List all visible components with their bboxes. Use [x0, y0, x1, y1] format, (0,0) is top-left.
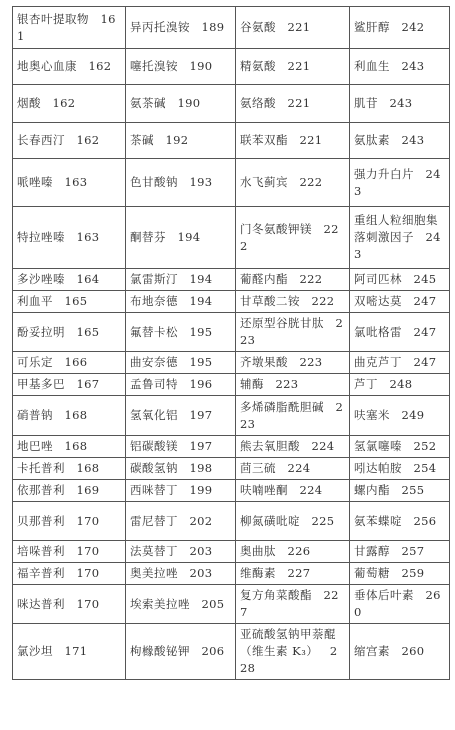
drug-name: 咪达普利 [17, 596, 65, 611]
drug-name: 氢氧化铝 [130, 408, 178, 422]
index-entry [236, 502, 350, 541]
page-number: 190 [177, 96, 201, 110]
index-entry [350, 585, 450, 624]
drug-name: 酮替芬 [130, 230, 166, 244]
table-row [13, 49, 450, 85]
index-entry [350, 396, 450, 436]
drug-name: 地奥心血康 [17, 59, 77, 73]
page-number: 193 [189, 175, 213, 189]
drug-name: 门冬氨酸钾镁 [240, 221, 312, 236]
index-entry [350, 563, 450, 585]
drug-name: 氨络酸 [240, 96, 276, 110]
page-number: 224 [299, 483, 323, 497]
page-number: 162 [52, 96, 76, 110]
drug-name: 多烯磷脂酰胆碱 [240, 399, 324, 414]
index-entry [13, 624, 126, 680]
index-entry [126, 7, 236, 49]
drug-name: 呋塞米 [354, 408, 390, 422]
index-entry [236, 585, 350, 624]
page-number: 206 [201, 644, 225, 658]
drug-name: 哌唑嗪 [17, 175, 53, 189]
page-number: 248 [389, 377, 413, 391]
page-number: 190 [189, 59, 213, 73]
index-entry [126, 624, 236, 680]
drug-name: 肌苷 [354, 96, 378, 110]
drug-name: 葡萄糖 [354, 566, 390, 580]
page-number: 222 [311, 294, 335, 308]
index-entry [236, 352, 350, 374]
drug-name: 氨肽素 [354, 133, 390, 147]
drug-name: 奥曲肽 [240, 544, 276, 558]
drug-name: 齐墩果酸 [240, 355, 288, 369]
drug-name: 还原型谷胱甘肽 [240, 316, 324, 330]
page-number: 203 [189, 544, 213, 558]
drug-name: 酚妥拉明 [17, 324, 65, 339]
page-number: 162 [88, 59, 112, 73]
drug-name: 埃索美拉唑 [130, 596, 190, 611]
index-entry [126, 480, 236, 502]
page-number: 223 [299, 355, 323, 369]
index-entry [13, 458, 126, 480]
index-entry [236, 541, 350, 563]
drug-name: 强力升白片 [354, 166, 414, 181]
index-entry [236, 49, 350, 85]
page-number: 221 [287, 20, 311, 34]
page-number: 243 [354, 230, 441, 261]
page-number: 260 [401, 644, 425, 658]
page-number: 168 [76, 461, 100, 475]
drug-name: 甲基多巴 [17, 377, 65, 391]
index-entry [13, 396, 126, 436]
drug-name: 甘露醇 [354, 544, 390, 558]
drug-name: 柳氮磺吡啶 [240, 513, 300, 528]
page-number: 227 [287, 566, 311, 580]
drug-name: 噻托溴铵 [130, 59, 178, 73]
drug-name: 特拉唑嗪 [17, 230, 65, 244]
page-number: 254 [413, 461, 437, 475]
page-number: 226 [287, 544, 311, 558]
table-row [13, 436, 450, 458]
page-number: 242 [401, 20, 425, 34]
index-entry [126, 396, 236, 436]
table-row [13, 541, 450, 563]
page-number: 165 [76, 324, 100, 339]
drug-name: 烟酸 [17, 96, 41, 110]
page-number: 170 [76, 544, 100, 558]
page-number: 197 [189, 439, 213, 453]
index-entry [236, 313, 350, 352]
index-entry [126, 49, 236, 85]
page-number: 252 [413, 439, 437, 453]
index-entry [236, 396, 350, 436]
drug-name: 吲达帕胺 [354, 461, 402, 475]
index-entry [13, 352, 126, 374]
index-entry [13, 85, 126, 123]
table-row [13, 7, 450, 49]
index-entry [126, 291, 236, 313]
table-row [13, 458, 450, 480]
index-entry [350, 207, 450, 269]
index-entry [13, 291, 126, 313]
page-number: 221 [287, 59, 311, 73]
index-entry [126, 123, 236, 159]
index-entry [350, 480, 450, 502]
index-entry [126, 352, 236, 374]
drug-name: 联苯双酯 [240, 133, 288, 147]
page-number: 168 [64, 439, 88, 453]
index-entry [236, 159, 350, 207]
page-number: 163 [76, 230, 100, 244]
table-row [13, 313, 450, 352]
page-number: 170 [76, 596, 100, 611]
table-row [13, 624, 450, 680]
index-entry [13, 207, 126, 269]
page-number: 227 [240, 588, 339, 619]
index-entry [13, 374, 126, 396]
drug-name: 葡醛内酯 [240, 272, 288, 286]
page-number: 163 [64, 175, 88, 189]
index-entry [236, 7, 350, 49]
index-entry [126, 207, 236, 269]
drug-name: 硝普钠 [17, 408, 53, 422]
page-number: 198 [189, 461, 213, 475]
drug-name: 氢氯噻嗪 [354, 439, 402, 453]
drug-name: 阿司匹林 [354, 272, 402, 286]
page-number: 260 [354, 588, 441, 619]
drug-name: 铝碳酸镁 [130, 439, 178, 453]
index-entry [13, 7, 126, 49]
index-entry [13, 49, 126, 85]
page-number: 168 [64, 408, 88, 422]
page-number: 222 [299, 272, 323, 286]
table-row [13, 563, 450, 585]
page-number: 205 [201, 596, 225, 611]
page-number: 255 [401, 483, 425, 497]
table-row [13, 585, 450, 624]
drug-name: 西咪替丁 [130, 483, 178, 497]
drug-name: 色甘酸钠 [130, 175, 178, 189]
drug-name: 可乐定 [17, 355, 53, 369]
drug-name: 曲克芦丁 [354, 355, 402, 369]
page-number: 169 [76, 483, 100, 497]
page-number: 195 [189, 355, 213, 369]
index-entry [350, 291, 450, 313]
page-number: 243 [401, 133, 425, 147]
table-row [13, 123, 450, 159]
page-number: 223 [240, 316, 344, 347]
index-entry [350, 502, 450, 541]
drug-name: 呋喃唑酮 [240, 483, 288, 497]
drug-name: 缩宫素 [354, 644, 390, 658]
page-number: 222 [240, 221, 339, 253]
drug-name: 利血平 [17, 294, 53, 308]
drug-name: 布地奈德 [130, 294, 178, 308]
drug-name: 氯雷斯汀 [130, 272, 178, 286]
table-row [13, 85, 450, 123]
table-row [13, 352, 450, 374]
drug-name: 卡托普利 [17, 461, 65, 475]
index-entry [350, 49, 450, 85]
drug-name: 雷尼替丁 [130, 513, 178, 528]
drug-name: 贝那普利 [17, 513, 65, 528]
page-number: 162 [76, 133, 100, 147]
page-number: 225 [311, 513, 335, 528]
page-number: 247 [413, 355, 437, 369]
index-entry [126, 563, 236, 585]
drug-name: 利血生 [354, 59, 390, 73]
drug-name: 螺内酯 [354, 483, 390, 497]
index-entry [13, 563, 126, 585]
drug-name: 碳酸氢钠 [130, 461, 178, 475]
index-entry [13, 541, 126, 563]
drug-name: 氨茶碱 [130, 96, 166, 110]
drug-name: 氟替卡松 [130, 324, 178, 339]
index-entry [126, 502, 236, 541]
index-entry [350, 269, 450, 291]
drug-name: 异丙托溴铵 [130, 20, 190, 34]
page-number: 245 [413, 272, 437, 286]
page-number: 170 [76, 513, 100, 528]
page-number: 228 [240, 644, 338, 675]
page-number: 189 [201, 20, 225, 34]
page-number: 167 [76, 377, 100, 391]
page-number: 221 [299, 133, 323, 147]
index-entry [350, 541, 450, 563]
page-number: 192 [165, 133, 189, 147]
drug-index-body [13, 7, 450, 680]
drug-name: 氯吡格雷 [354, 324, 402, 339]
index-entry [350, 436, 450, 458]
index-entry [126, 374, 236, 396]
index-entry [350, 352, 450, 374]
index-entry [236, 291, 350, 313]
drug-name: 氯沙坦 [17, 644, 53, 658]
page-number: 166 [64, 355, 88, 369]
page-number: 170 [76, 566, 100, 580]
page-number: 195 [189, 324, 213, 339]
index-entry [13, 313, 126, 352]
page-number: 199 [189, 483, 213, 497]
page-number: 223 [275, 377, 299, 391]
table-row [13, 502, 450, 541]
index-entry [350, 313, 450, 352]
table-row [13, 291, 450, 313]
page-number: 257 [401, 544, 425, 558]
index-entry [236, 374, 350, 396]
index-entry [126, 541, 236, 563]
drug-name: 谷氨酸 [240, 20, 276, 34]
page-number: 222 [299, 175, 323, 189]
page-number: 224 [311, 439, 335, 453]
page-number: 202 [189, 513, 213, 528]
drug-name: 法莫替丁 [130, 544, 178, 558]
page-number: 165 [64, 294, 88, 308]
drug-name: 熊去氧胆酸 [240, 439, 300, 453]
page-number: 243 [401, 59, 425, 73]
drug-name: 茴三硫 [240, 461, 276, 475]
page-number: 243 [389, 96, 413, 110]
drug-name: 茶碱 [130, 133, 154, 147]
drug-name: 亚硫酸氢钠甲萘醌（维生素 K₃） [240, 627, 336, 658]
index-entry [126, 159, 236, 207]
drug-name: 依那普利 [17, 483, 65, 497]
drug-name: 孟鲁司特 [130, 377, 178, 391]
drug-index-table [12, 6, 450, 680]
drug-name: 银杏叶提取物 [17, 11, 89, 26]
index-entry [13, 480, 126, 502]
page-number: 256 [413, 513, 437, 528]
page-number: 259 [401, 566, 425, 580]
index-entry [350, 458, 450, 480]
drug-name: 鲨肝醇 [354, 20, 390, 34]
page-number: 243 [354, 166, 441, 198]
page-number: 223 [240, 399, 344, 431]
drug-name: 氨苯蝶啶 [354, 513, 402, 528]
page-number: 164 [76, 272, 100, 286]
index-entry [13, 123, 126, 159]
page-number: 161 [17, 11, 116, 43]
page-number: 221 [287, 96, 311, 110]
drug-name: 多沙唑嗪 [17, 272, 65, 286]
index-entry [13, 502, 126, 541]
page-number: 194 [177, 230, 201, 244]
drug-name: 复方角菜酸酯 [240, 588, 312, 602]
drug-name: 重组人粒细胞集落刺激因子 [354, 213, 438, 244]
index-entry [236, 207, 350, 269]
drug-name: 辅酶 [240, 377, 264, 391]
drug-name: 培哚普利 [17, 544, 65, 558]
page-number: 197 [189, 408, 213, 422]
index-entry [236, 269, 350, 291]
drug-name: 长春西汀 [17, 133, 65, 147]
page-number: 171 [64, 644, 88, 658]
table-row [13, 480, 450, 502]
drug-name: 芦丁 [354, 377, 378, 391]
page-number: 247 [413, 294, 437, 308]
index-entry [126, 269, 236, 291]
drug-name: 垂体后叶素 [354, 588, 414, 602]
index-entry [350, 123, 450, 159]
page-number: 194 [189, 294, 213, 308]
index-entry [126, 313, 236, 352]
index-entry [350, 7, 450, 49]
page-number: 249 [401, 408, 425, 422]
index-entry [126, 585, 236, 624]
drug-name: 曲安奈德 [130, 355, 178, 369]
table-row [13, 396, 450, 436]
index-entry [236, 436, 350, 458]
index-entry [13, 436, 126, 458]
index-entry [350, 85, 450, 123]
index-entry [126, 436, 236, 458]
page-number: 196 [189, 377, 213, 391]
page-number: 247 [413, 324, 437, 339]
index-entry [350, 159, 450, 207]
index-entry [236, 85, 350, 123]
index-entry [13, 159, 126, 207]
drug-name: 水飞蓟宾 [240, 175, 288, 189]
drug-name: 地巴唑 [17, 439, 53, 453]
index-entry [13, 269, 126, 291]
index-entry [13, 585, 126, 624]
index-entry [126, 458, 236, 480]
drug-name: 维酶素 [240, 566, 276, 580]
index-entry [350, 374, 450, 396]
drug-name: 甘草酸二铵 [240, 294, 300, 308]
index-entry [236, 458, 350, 480]
index-entry [350, 624, 450, 680]
index-entry [126, 85, 236, 123]
drug-name: 枸橼酸铋钾 [130, 644, 190, 658]
table-row [13, 269, 450, 291]
table-row [13, 374, 450, 396]
drug-name: 精氨酸 [240, 59, 276, 73]
table-row [13, 159, 450, 207]
table-row [13, 207, 450, 269]
page-number: 224 [287, 461, 311, 475]
index-entry [236, 624, 350, 680]
index-entry [236, 480, 350, 502]
index-entry [236, 123, 350, 159]
drug-name: 福辛普利 [17, 566, 65, 580]
drug-name: 双嘧达莫 [354, 294, 402, 308]
index-entry [236, 563, 350, 585]
drug-name: 奥美拉唑 [130, 566, 178, 580]
page-number: 194 [189, 272, 213, 286]
page-number: 203 [189, 566, 213, 580]
